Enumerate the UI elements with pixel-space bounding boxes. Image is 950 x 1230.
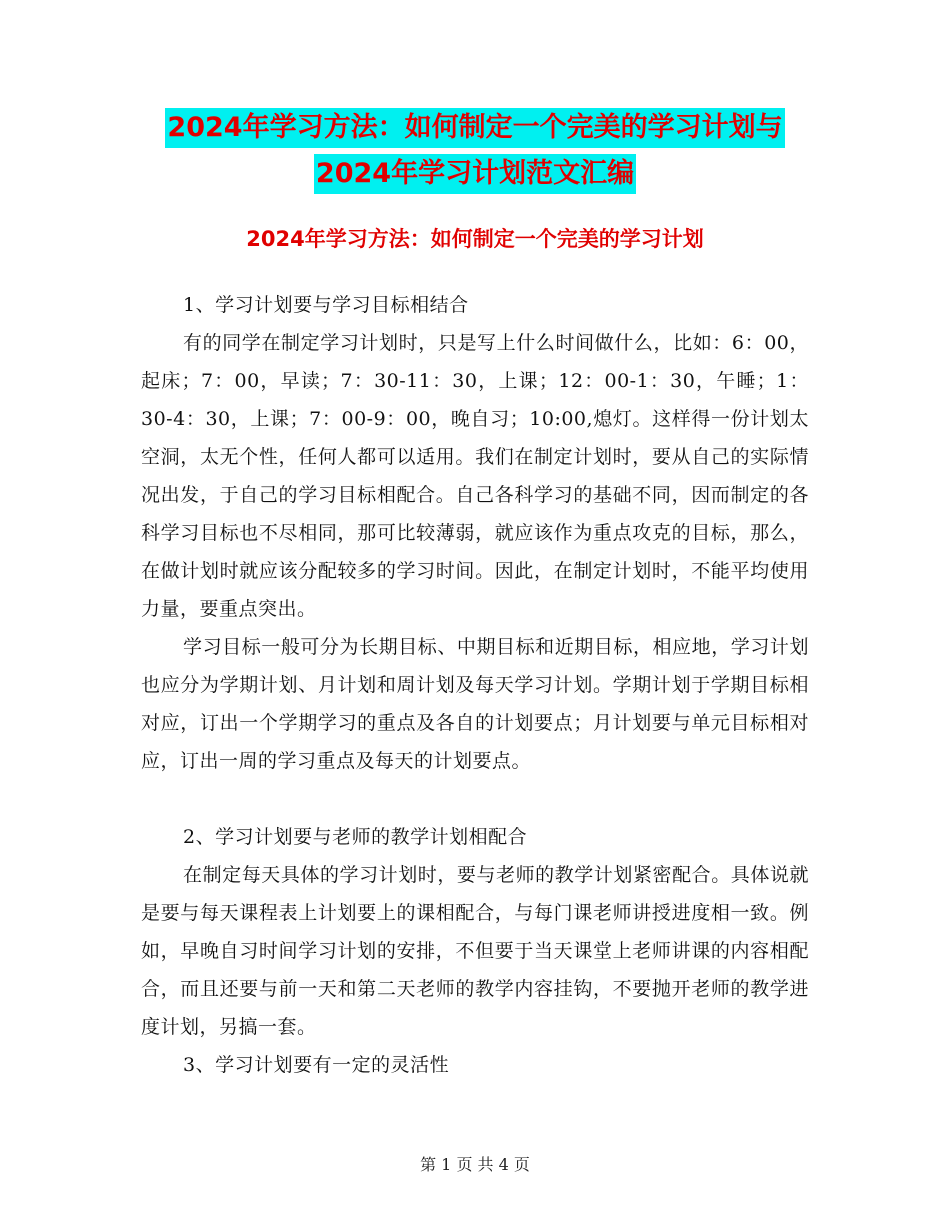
paragraph-gap [141,780,809,818]
section-heading: 2024年学习方法：如何制定一个完美的学习计划 [246,227,704,251]
body-text [141,286,809,1084]
paragraph-heading-1: 1、学习计划要与学习目标相结合 [183,294,469,316]
paragraph-heading-3: 3、学习计划要有一定的灵活性 [183,1054,450,1076]
paragraph: 在制定每天具体的学习计划时，要与老师的教学计划紧密配合。具体说就是要与每天课程表上计划要上的课相配合，与每门课老师讲授进度相一致。例如，早晚自习时间学习计划的安排，不但要于当天课堂上老师讲课的内容相配合，而且还要与前一天和第二天老师的教学内容挂钩，不要抛开老师的教学进度计划，另搞一套。 [141,864,809,1038]
document-title [0,108,950,200]
paragraph: 学习目标一般可分为长期目标、中期目标和近期目标，相应地，学习计划也应分为学期计划、月计划和周计划及每天学习计划。学期计划于学期目标相对应，订出一个学期学习的重点及各自的计划要点；月计划要与单元目标相对应，订出一周的学习重点及每天的计划要点。 [141,636,809,772]
title-line-1: 2024年学习方法：如何制定一个完美的学习计划与 [165,108,784,148]
paragraph-heading-2: 2、学习计划要与老师的教学计划相配合 [183,826,528,848]
paragraph: 有的同学在制定学习计划时，只是写上什么时间做什么，比如：6：00，起床；7：00，早读；7：30-11：30，上课；12：00-1：30，午睡；1：30-4：30，上课；7：00-9：00，晚自习；10:00,熄灯。这样得一份计划太空洞，太无个性，任何人都可以适用。我们在制定计划时，要从自己的实际情况出发，于自己的学习目标相配合。自己各科学习的基础不同，因而制定的各科学习目标也不尽相同，那可比较薄弱，就应该作为重点攻克的目标，那么，在做计划时就应该分配较多的学习时间。因此，在制定计划时，不能平均使用力量，要重点突出。 [141,332,809,620]
page-footer: 第 1 页 共 4 页 [420,1155,530,1174]
title-line-2: 2024年学习计划范文汇编 [314,154,636,194]
